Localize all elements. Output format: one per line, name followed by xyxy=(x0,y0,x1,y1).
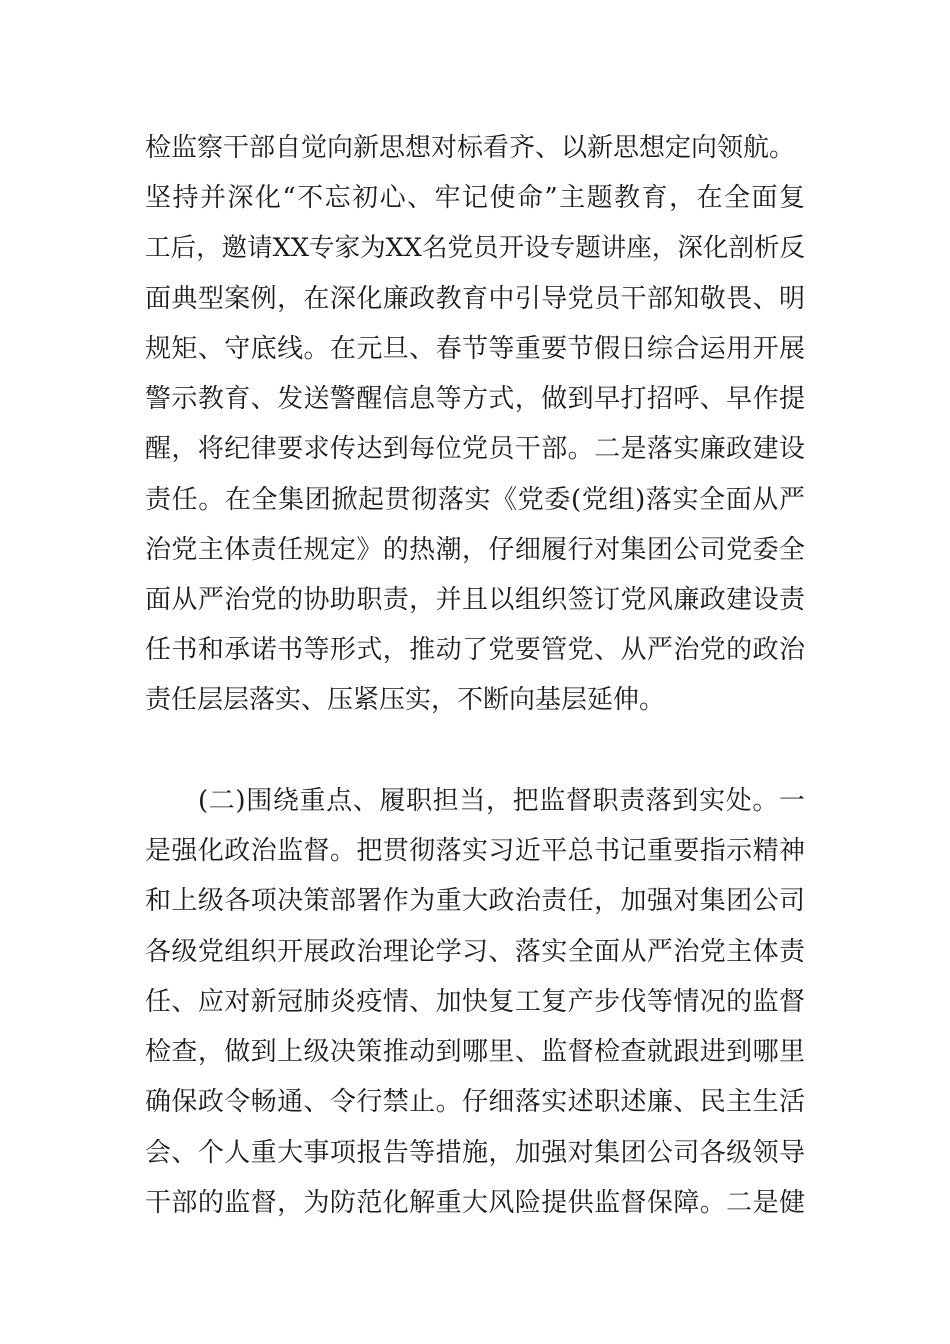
text-line: 检查，做到上级决策推动到哪里、监督检查就跟进到哪里 xyxy=(145,1037,805,1067)
text-line: 坚持并深化“不忘初心、牢记使命”主题教育，在全面复 xyxy=(145,183,805,213)
text-line: 规矩、守底线。在元旦、春节等重要节假日综合运用开展 xyxy=(145,334,805,364)
text-line: 是强化政治监督。把贯彻落实习近平总书记重要指示精神 xyxy=(145,836,805,866)
text-line: 责任层层落实、压紧压实，不断向基层延伸。 xyxy=(145,685,666,715)
text-line: 确保政令畅通、令行禁止。仔细落实述职述廉、民主生活 xyxy=(145,1087,805,1117)
text-line: 警示教育、发送警醒信息等方式，做到早打招呼、早作提 xyxy=(145,384,805,414)
text-line: 干部的监督，为防范化解重大风险提供监督保障。二是健 xyxy=(145,1188,805,1218)
text-line: 任、应对新冠肺炎疫情、加快复工复产步伐等情况的监督 xyxy=(145,987,805,1017)
text-line: 醒，将纪律要求传达到每位党员干部。二是落实廉政建设 xyxy=(145,434,805,464)
paragraph-first-line: (二)围绕重点、履职担当，把监督职责落到实处。一 xyxy=(198,786,805,816)
text-line: 各级党组织开展政治理论学习、落实全面从严治党主体责 xyxy=(145,937,805,967)
text-line: 检监察干部自觉向新思想对标看齐、以新思想定向领航。 xyxy=(145,133,796,163)
text-line: 和上级各项决策部署作为重大政治责任，加强对集团公司 xyxy=(145,886,805,916)
text-line: 会、个人重大事项报告等措施，加强对集团公司各级领导 xyxy=(145,1138,805,1168)
text-line: 治党主体责任规定》的热潮，仔细履行对集团公司党委全 xyxy=(145,535,805,565)
text-line: 任书和承诺书等形式，推动了党要管党、从严治党的政治 xyxy=(145,635,805,665)
text-line: 面典型案例，在深化廉政教育中引导党员干部知敬畏、明 xyxy=(145,284,805,314)
text-line: 面从严治党的协助职责，并且以组织签订党风廉政建设责 xyxy=(145,585,805,615)
text-line: 责任。在全集团掀起贯彻落实《党委(党组)落实全面从严 xyxy=(145,485,805,515)
text-line: 工后，邀请XX专家为XX名党员开设专题讲座，深化剖析反 xyxy=(145,233,805,263)
